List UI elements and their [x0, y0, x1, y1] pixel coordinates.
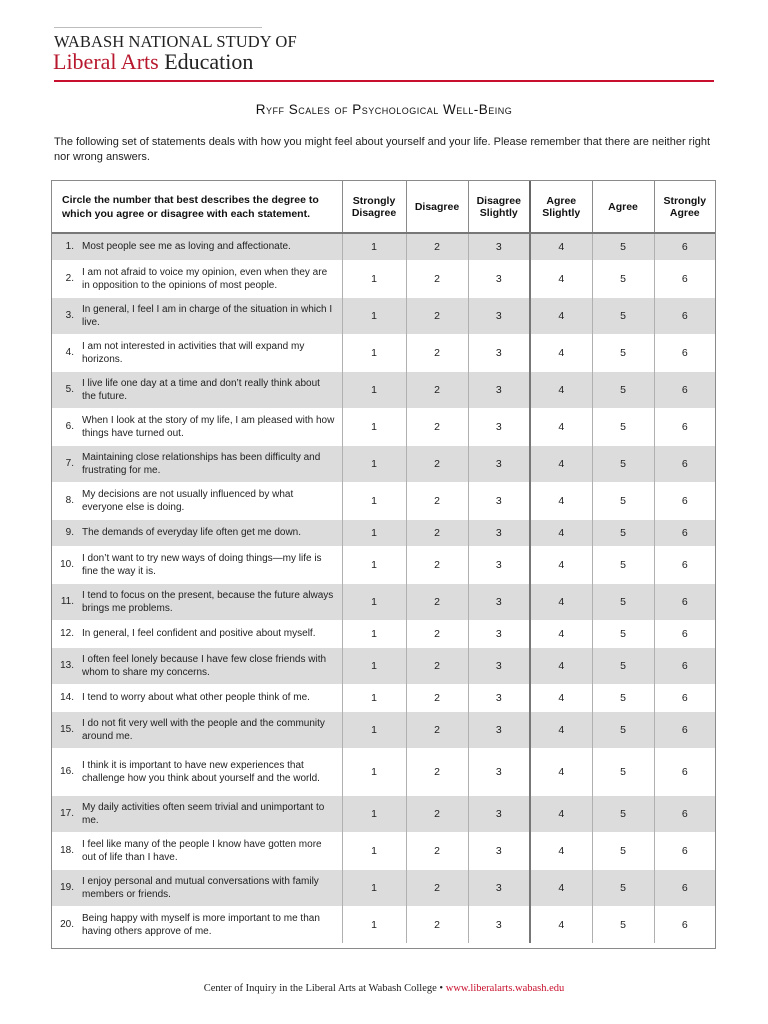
statement-number: 14.: [60, 692, 74, 703]
col-header-strongly-agree: Strongly Agree: [654, 181, 715, 233]
statement-cell: [52, 546, 342, 583]
table-row: [52, 233, 715, 260]
rating-option-4[interactable]: 4: [530, 711, 592, 748]
statement-text: I feel like many of the people I know have gotten more out of life than I have.: [82, 838, 322, 863]
rating-option-2[interactable]: 2: [406, 233, 468, 260]
statement-cell: [52, 260, 342, 297]
rating-option-6[interactable]: 6: [654, 297, 715, 334]
col-header-agree: Agree: [592, 181, 654, 233]
rating-option-5[interactable]: 5: [592, 546, 654, 583]
rating-option-5[interactable]: 5: [592, 334, 654, 371]
rating-option-5[interactable]: 5: [592, 408, 654, 445]
rating-option-6[interactable]: 6: [654, 445, 715, 482]
rating-option-4[interactable]: 4: [530, 408, 592, 445]
rating-option-6[interactable]: 6: [654, 408, 715, 445]
table-row: [52, 748, 715, 795]
rating-option-1[interactable]: 1: [342, 647, 406, 684]
rating-option-3[interactable]: 3: [468, 711, 530, 748]
statement-cell: [52, 620, 342, 647]
survey-table-frame: [51, 180, 716, 949]
rating-option-3[interactable]: 3: [468, 408, 530, 445]
statement-text: I do not fit very well with the people and the community around me.: [82, 717, 325, 742]
footer: [0, 983, 768, 994]
rating-option-5[interactable]: 5: [592, 711, 654, 748]
statement-cell: [52, 748, 342, 795]
rating-option-2[interactable]: 2: [406, 684, 468, 711]
statement-number: 18.: [60, 845, 74, 856]
table-row: [52, 711, 715, 748]
statement-text: I enjoy personal and mutual conversations with family members or friends.: [82, 875, 319, 900]
statement-number: 9.: [65, 527, 74, 538]
rating-option-2[interactable]: 2: [406, 334, 468, 371]
rating-option-5[interactable]: 5: [592, 260, 654, 297]
rating-option-4[interactable]: 4: [530, 906, 592, 943]
col-header-strongly-disagree: Strongly Disagree: [342, 181, 406, 233]
rating-option-2[interactable]: 2: [406, 869, 468, 906]
rating-option-3[interactable]: 3: [468, 906, 530, 943]
statement-text: I live life one day at a time and don’t really think about the future.: [82, 377, 320, 402]
rating-option-1[interactable]: 1: [342, 519, 406, 546]
table-row: [52, 906, 715, 943]
rating-option-1[interactable]: 1: [342, 445, 406, 482]
rating-option-6[interactable]: 6: [654, 371, 715, 408]
table-row: [52, 684, 715, 711]
logo-line-1: WABASH NATIONAL STUDY OF: [54, 32, 297, 51]
rating-option-5[interactable]: 5: [592, 519, 654, 546]
rating-option-5[interactable]: 5: [592, 906, 654, 943]
statement-text: When I look at the story of my life, I am pleased with how things have turned out.: [82, 414, 335, 439]
statement-text: Being happy with myself is more important to me than having others approve of me.: [82, 912, 320, 937]
rating-option-5[interactable]: 5: [592, 684, 654, 711]
statement-number: 3.: [65, 310, 74, 321]
rating-option-6[interactable]: 6: [654, 832, 715, 869]
rating-option-4[interactable]: 4: [530, 482, 592, 519]
rating-option-1[interactable]: 1: [342, 233, 406, 260]
statement-number: 1.: [65, 241, 74, 253]
table-row: [52, 334, 715, 371]
col-header-disagree-slightly: Disagree Slightly: [468, 181, 530, 233]
rating-option-1[interactable]: 1: [342, 546, 406, 583]
rating-option-6[interactable]: 6: [654, 334, 715, 371]
rating-option-6[interactable]: 6: [654, 519, 715, 546]
rating-option-2[interactable]: 2: [406, 832, 468, 869]
statement-number: 19.: [60, 882, 74, 893]
rating-option-1[interactable]: 1: [342, 906, 406, 943]
statement-number: 7.: [65, 458, 74, 469]
rating-option-4[interactable]: 4: [530, 795, 592, 832]
statement-text: Most people see me as loving and affectionate.: [82, 241, 291, 253]
rating-option-2[interactable]: 2: [406, 519, 468, 546]
rating-option-5[interactable]: 5: [592, 583, 654, 620]
survey-table: [52, 181, 715, 943]
rating-option-2[interactable]: 2: [406, 297, 468, 334]
rating-option-6[interactable]: 6: [654, 869, 715, 906]
rating-option-6[interactable]: 6: [654, 482, 715, 519]
rating-option-4[interactable]: 4: [530, 748, 592, 795]
rating-option-2[interactable]: 2: [406, 445, 468, 482]
rating-option-3[interactable]: 3: [468, 546, 530, 583]
statement-cell: [52, 233, 342, 260]
statement-text: I am not afraid to voice my opinion, even when they are in opposition to the opinions of most people.: [82, 266, 328, 291]
header-red-rule: [54, 80, 714, 82]
rating-option-2[interactable]: 2: [406, 482, 468, 519]
statement-number: 16.: [60, 766, 74, 777]
statement-number: 5.: [65, 384, 74, 395]
statement-text: My daily activities often seem trivial and unimportant to me.: [82, 801, 325, 826]
table-row: [52, 647, 715, 684]
rating-option-1[interactable]: 1: [342, 371, 406, 408]
rating-option-4[interactable]: 4: [530, 832, 592, 869]
statement-cell: [52, 445, 342, 482]
statement-text: I don’t want to try new ways of doing things—my life is fine the way it is.: [82, 552, 322, 577]
rating-option-4[interactable]: 4: [530, 334, 592, 371]
table-row: [52, 620, 715, 647]
logo-line-2: [53, 49, 253, 75]
statement-cell: [52, 482, 342, 519]
statement-text: I often feel lonely because I have few close friends with whom to share my concerns.: [82, 653, 327, 678]
table-header-row: [52, 181, 715, 233]
rating-option-1[interactable]: 1: [342, 408, 406, 445]
rating-option-3[interactable]: 3: [468, 795, 530, 832]
rating-option-2[interactable]: 2: [406, 371, 468, 408]
rating-option-2[interactable]: 2: [406, 546, 468, 583]
rating-option-3[interactable]: 3: [468, 233, 530, 260]
table-row: [52, 546, 715, 583]
statement-number: 8.: [65, 495, 74, 506]
rating-option-2[interactable]: 2: [406, 408, 468, 445]
rating-option-1[interactable]: 1: [342, 684, 406, 711]
statement-text: I am not interested in activities that will expand my horizons.: [82, 340, 305, 365]
rating-option-5[interactable]: 5: [592, 748, 654, 795]
rating-option-4[interactable]: 4: [530, 620, 592, 647]
rating-option-6[interactable]: 6: [654, 906, 715, 943]
statement-cell: [52, 408, 342, 445]
rating-option-4[interactable]: 4: [530, 445, 592, 482]
rating-option-4[interactable]: 4: [530, 519, 592, 546]
rating-option-2[interactable]: 2: [406, 620, 468, 647]
rating-option-6[interactable]: 6: [654, 233, 715, 260]
statement-cell: [52, 583, 342, 620]
statement-cell: [52, 647, 342, 684]
rating-option-2[interactable]: 2: [406, 647, 468, 684]
table-row: [52, 408, 715, 445]
statement-number: 4.: [65, 347, 74, 358]
statement-number: 15.: [60, 724, 74, 735]
statement-number: 17.: [60, 808, 74, 819]
statement-cell: [52, 297, 342, 334]
rating-option-5[interactable]: 5: [592, 647, 654, 684]
table-row: [52, 297, 715, 334]
table-row: [52, 445, 715, 482]
logo-education: Education: [164, 49, 254, 74]
statement-cell: [52, 371, 342, 408]
page-title: Ryff Scales of Psychological Well-Being: [255, 102, 513, 117]
statement-text: I tend to focus on the present, because the future always brings me problems.: [82, 589, 334, 614]
rating-option-4[interactable]: 4: [530, 684, 592, 711]
statement-text: Maintaining close relationships has been difficulty and frustrating for me.: [82, 451, 321, 476]
rating-option-4[interactable]: 4: [530, 583, 592, 620]
rating-option-6[interactable]: 6: [654, 684, 715, 711]
rating-option-4[interactable]: 4: [530, 869, 592, 906]
rating-option-2[interactable]: 2: [406, 795, 468, 832]
rating-option-5[interactable]: 5: [592, 869, 654, 906]
rating-option-1[interactable]: 1: [342, 583, 406, 620]
statement-cell: [52, 334, 342, 371]
rating-option-6[interactable]: 6: [654, 620, 715, 647]
rating-option-2[interactable]: 2: [406, 711, 468, 748]
rating-option-3[interactable]: 3: [468, 334, 530, 371]
rating-option-5[interactable]: 5: [592, 445, 654, 482]
rating-option-3[interactable]: 3: [468, 748, 530, 795]
table-row: [52, 795, 715, 832]
rating-option-3[interactable]: 3: [468, 371, 530, 408]
rating-option-1[interactable]: 1: [342, 711, 406, 748]
rating-option-3[interactable]: 3: [468, 832, 530, 869]
rating-option-6[interactable]: 6: [654, 647, 715, 684]
rating-option-1[interactable]: 1: [342, 869, 406, 906]
rating-option-1[interactable]: 1: [342, 748, 406, 795]
rating-option-3[interactable]: 3: [468, 260, 530, 297]
col-header-disagree: Disagree: [406, 181, 468, 233]
table-row: [52, 260, 715, 297]
statement-text: I think it is important to have new experiences that challenge how you think about yourself and the world.: [82, 759, 320, 784]
rating-option-2[interactable]: 2: [406, 260, 468, 297]
rating-option-2[interactable]: 2: [406, 906, 468, 943]
statement-number: 2.: [65, 273, 74, 284]
statement-cell: [52, 869, 342, 906]
rating-option-1[interactable]: 1: [342, 832, 406, 869]
col-header-agree-slightly: Agree Slightly: [530, 181, 592, 233]
rating-option-6[interactable]: 6: [654, 748, 715, 795]
rating-option-3[interactable]: 3: [468, 684, 530, 711]
table-row: [52, 832, 715, 869]
header-top-rule: [54, 27, 262, 28]
rating-option-3[interactable]: 3: [468, 297, 530, 334]
statement-text: I tend to worry about what other people think of me.: [82, 692, 310, 703]
statement-cell: [52, 906, 342, 943]
rating-option-3[interactable]: 3: [468, 445, 530, 482]
rating-option-6[interactable]: 6: [654, 546, 715, 583]
rating-option-5[interactable]: 5: [592, 233, 654, 260]
table-row: [52, 583, 715, 620]
rating-option-4[interactable]: 4: [530, 647, 592, 684]
rating-option-1[interactable]: 1: [342, 620, 406, 647]
rating-option-1[interactable]: 1: [342, 334, 406, 371]
rating-option-1[interactable]: 1: [342, 297, 406, 334]
statement-text: In general, I feel confident and positive about myself.: [82, 628, 316, 639]
intro-text: The following set of statements deals with how you might feel about yourself and your life. Please remember that there are neither right nor wrong answers.: [54, 136, 711, 163]
rating-option-4[interactable]: 4: [530, 546, 592, 583]
rating-option-1[interactable]: 1: [342, 795, 406, 832]
statement-cell: [52, 832, 342, 869]
statement-number: 10.: [60, 559, 74, 570]
rating-option-3[interactable]: 3: [468, 647, 530, 684]
rating-option-5[interactable]: 5: [592, 832, 654, 869]
statement-number: 13.: [60, 660, 74, 671]
rating-option-4[interactable]: 4: [530, 260, 592, 297]
rating-option-5[interactable]: 5: [592, 620, 654, 647]
rating-option-1[interactable]: 1: [342, 482, 406, 519]
logo-liberal-arts: Liberal Arts: [53, 49, 159, 74]
rating-option-2[interactable]: 2: [406, 748, 468, 795]
rating-option-3[interactable]: 3: [468, 482, 530, 519]
rating-option-4[interactable]: 4: [530, 233, 592, 260]
table-row: [52, 371, 715, 408]
rating-option-5[interactable]: 5: [592, 482, 654, 519]
rating-option-3[interactable]: 3: [468, 869, 530, 906]
statement-cell: [52, 711, 342, 748]
instruction-header: Circle the number that best describes the degree to which you agree or disagree with each statement.: [52, 181, 342, 233]
rating-option-6[interactable]: 6: [654, 711, 715, 748]
rating-option-2[interactable]: 2: [406, 583, 468, 620]
rating-option-5[interactable]: 5: [592, 371, 654, 408]
rating-option-6[interactable]: 6: [654, 583, 715, 620]
rating-option-6[interactable]: 6: [654, 260, 715, 297]
statement-text: My decisions are not usually influenced by what everyone else is doing.: [82, 488, 294, 513]
rating-option-3[interactable]: 3: [468, 583, 530, 620]
rating-option-6[interactable]: 6: [654, 795, 715, 832]
statement-text: In general, I feel I am in charge of the situation in which I live.: [82, 303, 333, 328]
statement-number: 12.: [60, 628, 74, 639]
table-row: [52, 482, 715, 519]
rating-option-4[interactable]: 4: [530, 297, 592, 334]
rating-option-3[interactable]: 3: [468, 620, 530, 647]
statement-cell: [52, 795, 342, 832]
statement-cell: [52, 684, 342, 711]
rating-option-3[interactable]: 3: [468, 519, 530, 546]
rating-option-5[interactable]: 5: [592, 795, 654, 832]
footer-link[interactable]: www.liberalarts.wabash.edu: [445, 983, 565, 994]
statement-text: The demands of everyday life often get me down.: [82, 527, 302, 538]
statement-number: 20.: [60, 919, 74, 931]
statement-number: 6.: [65, 421, 74, 432]
rating-option-5[interactable]: 5: [592, 297, 654, 334]
table-row: [52, 519, 715, 546]
statement-cell: [52, 519, 342, 546]
footer-text: Center of Inquiry in the Liberal Arts at Wabash College •: [203, 983, 444, 994]
statement-number: 11.: [60, 596, 74, 607]
rating-option-4[interactable]: 4: [530, 371, 592, 408]
table-row: [52, 869, 715, 906]
rating-option-1[interactable]: 1: [342, 260, 406, 297]
